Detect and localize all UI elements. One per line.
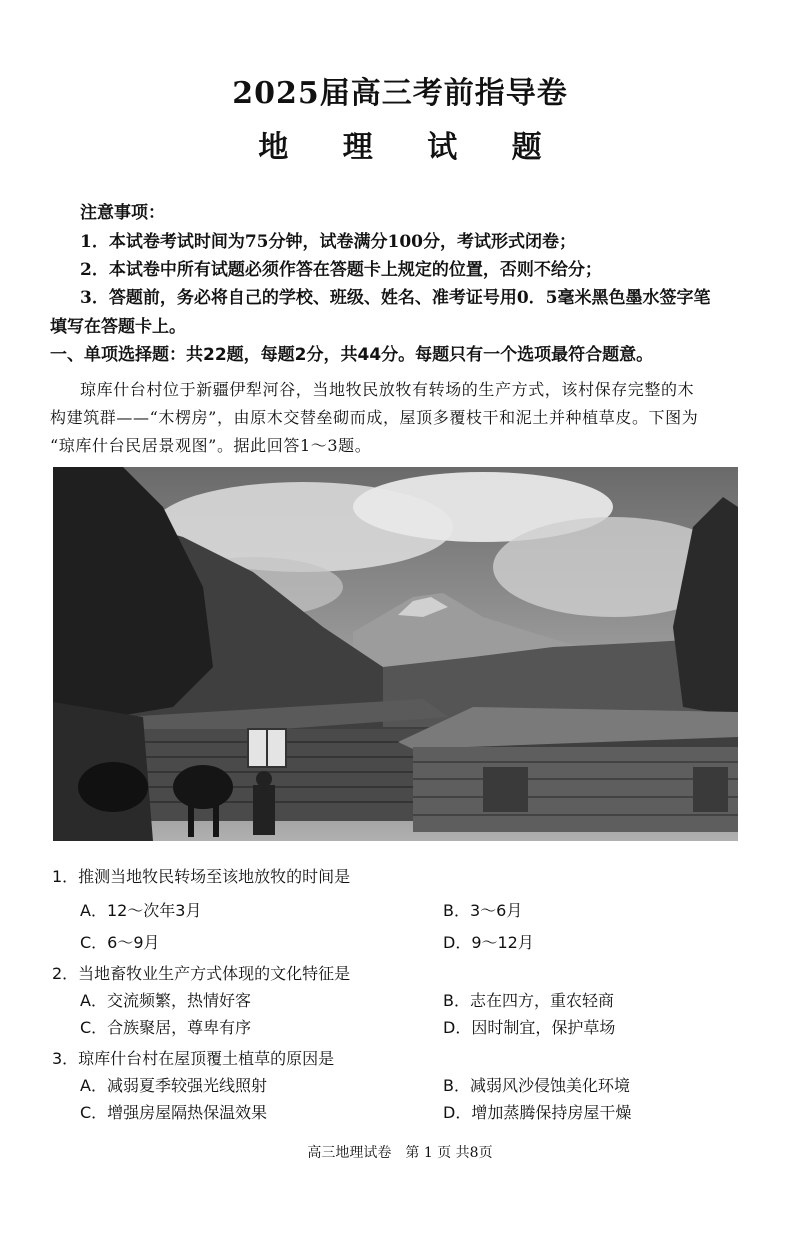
- notice-item-3: 3．答题前，务必将自己的学校、班级、姓名、准考证号用0．5毫米黑色墨水签字笔: [80, 288, 711, 308]
- subject-title: 地 理 试 题: [258, 130, 564, 165]
- exam-title: 2025届高三考前指导卷: [232, 76, 568, 111]
- question-1-option-d: D．9～12月: [443, 933, 534, 952]
- page-footer: 高三地理试卷 第 1 页 共8页: [307, 1145, 493, 1161]
- notice-item-1: 1．本试卷考试时间为75分钟，试卷满分100分，考试形式闭卷；: [80, 232, 576, 252]
- question-1-stem: 1．推测当地牧民转场至该地放牧的时间是: [52, 867, 351, 886]
- passage-line-3: “琼库什台民居景观图”。据此回答1～3题。: [50, 436, 372, 455]
- question-2-option-d: D．因时制宜，保护草场: [443, 1018, 616, 1037]
- question-3-option-d: D．增加蒸腾保持房屋干燥: [443, 1103, 632, 1122]
- notice-item-2: 2．本试卷中所有试题必须作答在答题卡上规定的位置，否则不给分；: [80, 260, 602, 280]
- section-heading: 一、单项选择题：共22题，每题2分，共44分。每题只有一个选项最符合题意。: [50, 345, 654, 365]
- notice-heading: 注意事项：: [80, 203, 165, 223]
- question-2-option-a: A．交流频繁，热情好客: [80, 991, 251, 1010]
- question-1-option-c: C．6～9月: [80, 933, 160, 952]
- question-3-option-a: A．减弱夏季较强光线照射: [80, 1076, 267, 1095]
- question-3-option-c: C．增强房屋隔热保温效果: [80, 1103, 268, 1122]
- village-landscape-photo: [53, 467, 738, 841]
- question-2-option-c: C．合族聚居，尊卑有序: [80, 1018, 252, 1037]
- passage-line-1: 琼库什台村位于新疆伊犁河谷，当地牧民放牧有转场的生产方式，该村保存完整的木: [80, 380, 695, 399]
- question-3-option-b: B．减弱风沙侵蚀美化环境: [443, 1076, 630, 1095]
- question-2-stem: 2．当地畜牧业生产方式体现的文化特征是: [52, 964, 351, 983]
- question-3-stem: 3．琼库什台村在屋顶覆土植草的原因是: [52, 1049, 335, 1068]
- notice-item-3-cont: 填写在答题卡上。: [50, 317, 186, 337]
- question-1-option-a: A．12～次年3月: [80, 901, 202, 920]
- passage-line-2: 构建筑群——“木楞房”，由原木交替垒砌而成，屋顶多覆枝干和泥土并种植草皮。下图为: [50, 408, 699, 427]
- question-2-option-b: B．志在四方，重农轻商: [443, 991, 614, 1010]
- question-1-option-b: B．3～6月: [443, 901, 523, 920]
